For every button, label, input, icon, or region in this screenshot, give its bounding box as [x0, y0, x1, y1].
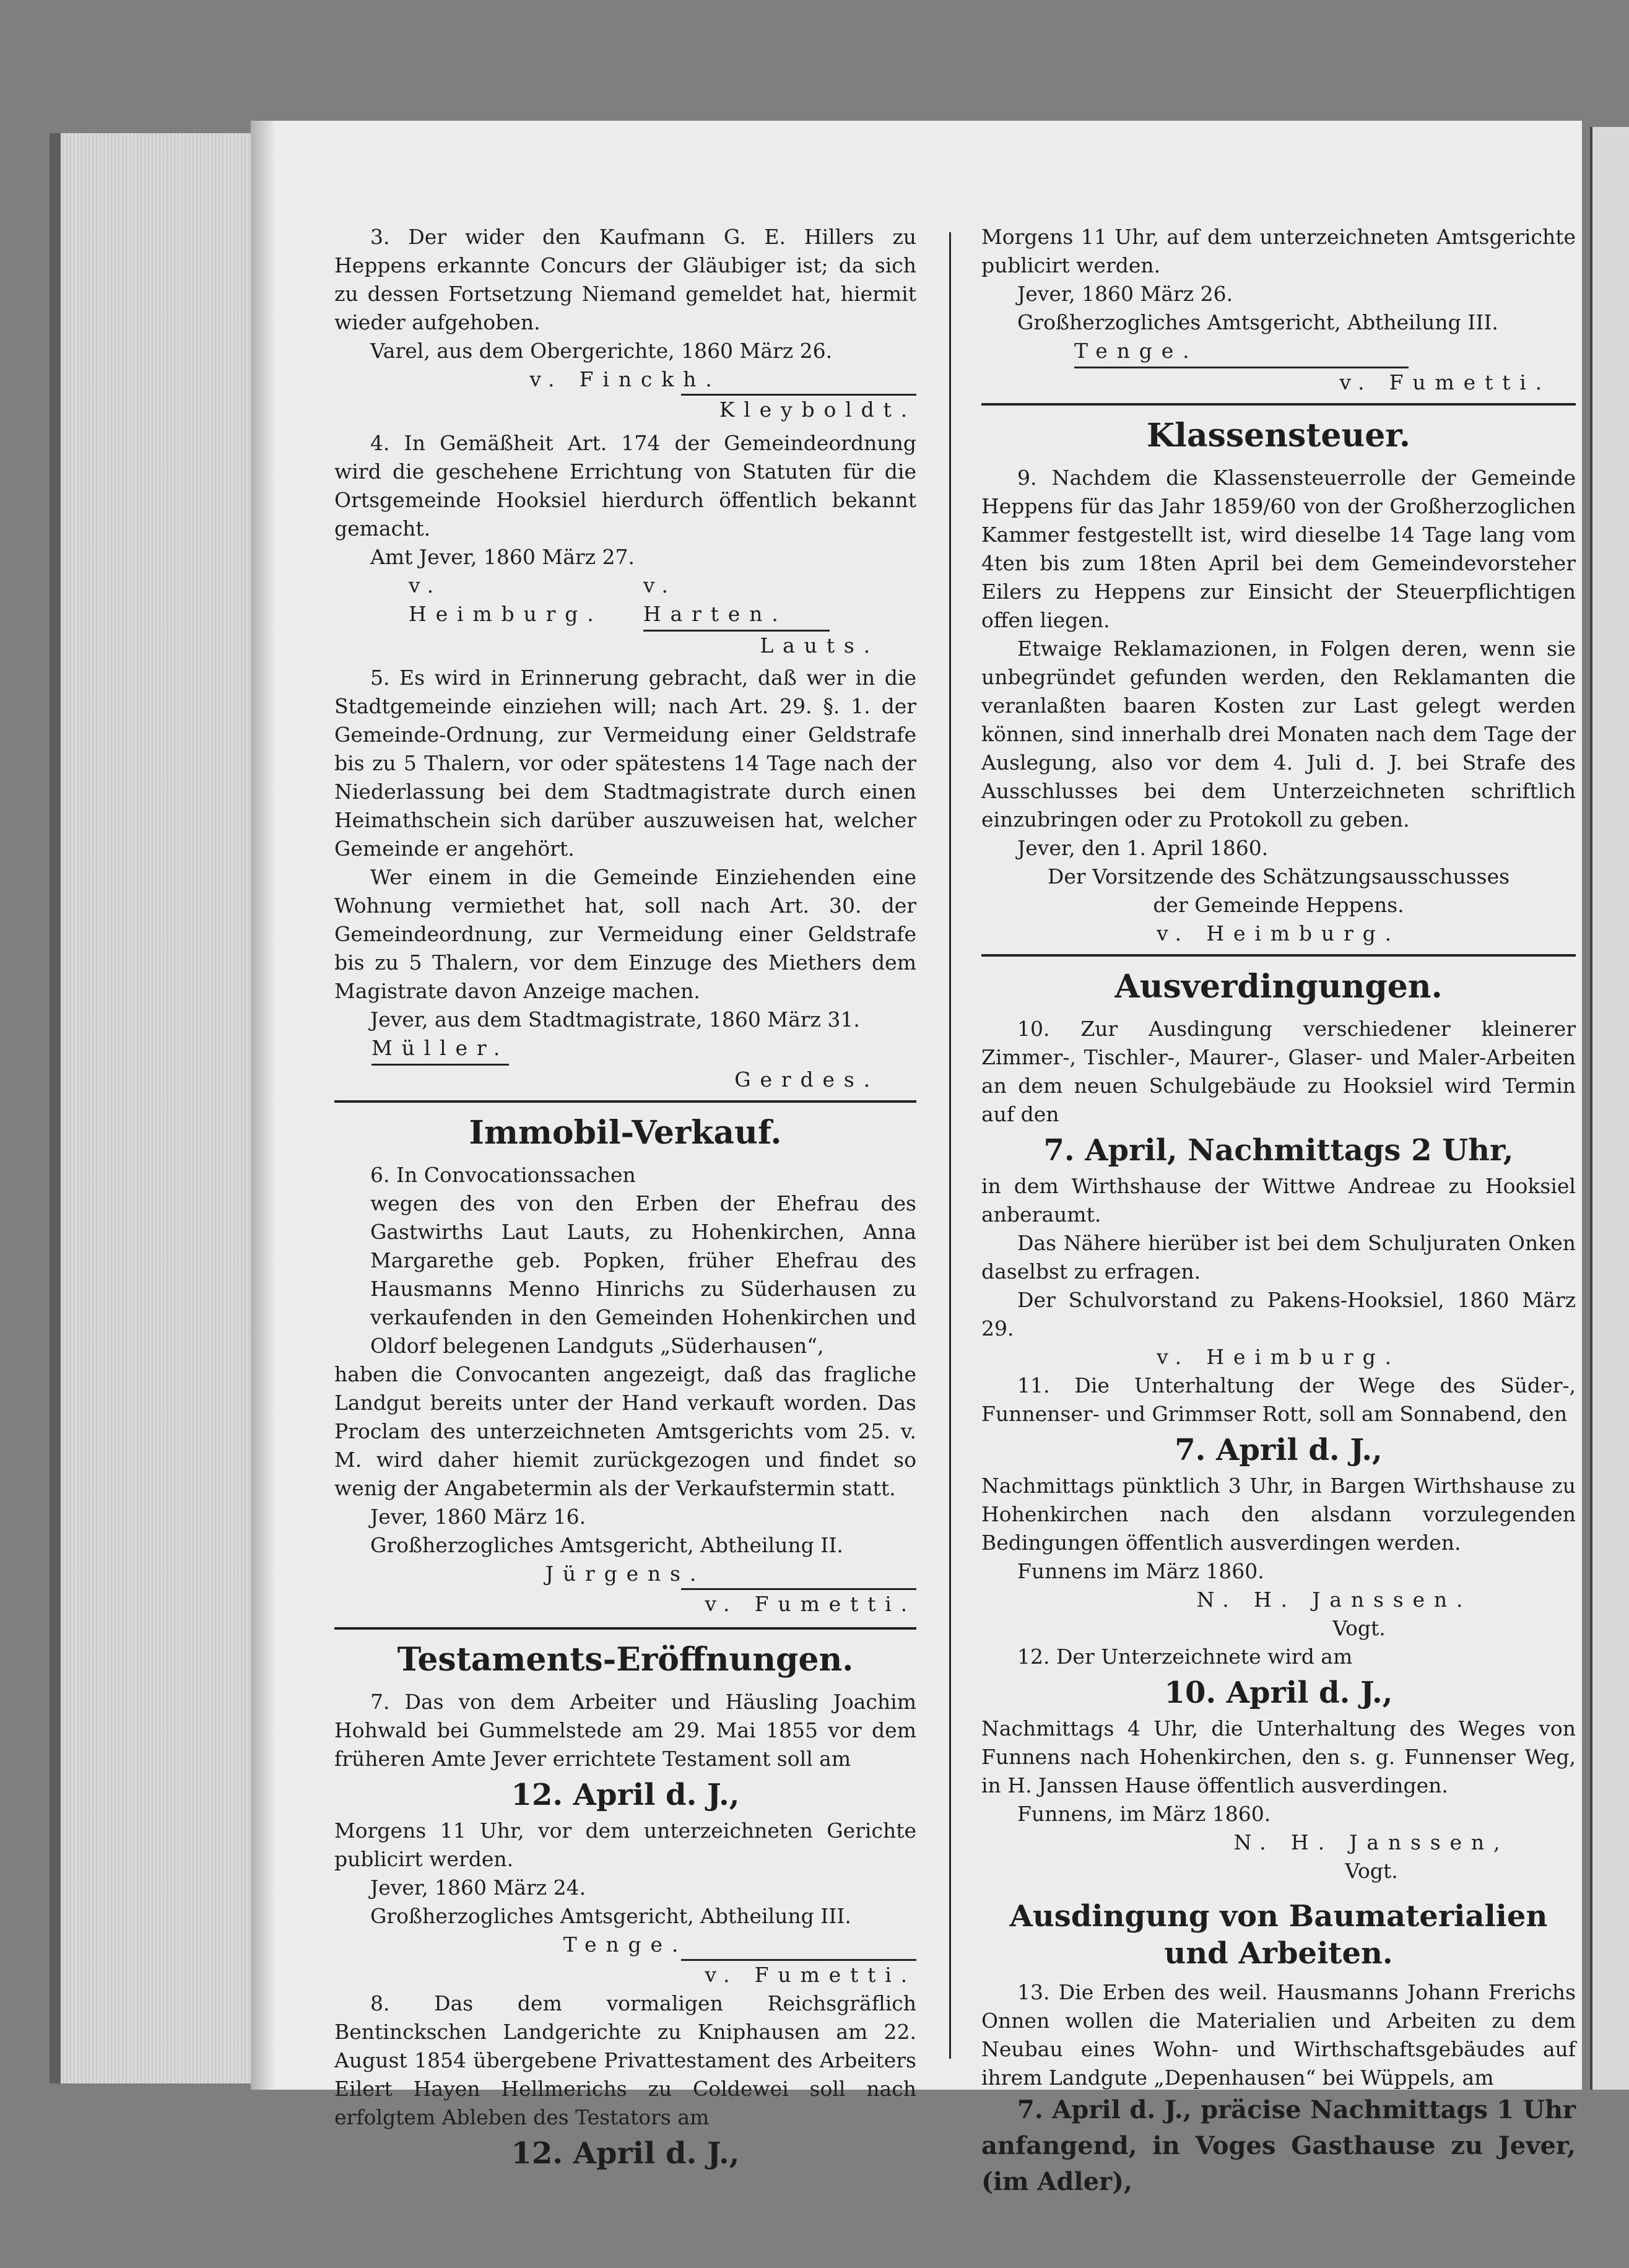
notice-4-text: 4. In Gemäßheit Art. 174 der Gemeindeordnung wird die geschehene Errichtung von Statuten für die Ortsgemeinde Hooksiel hierdurch öffentlich bekannt gemacht.: [334, 431, 916, 541]
notice-11-date: 7. April d. J.,: [1175, 1433, 1383, 1467]
next-page-edge: [1590, 127, 1629, 2090]
heading-line-2: und Arbeiten.: [1164, 1936, 1393, 1971]
notice-5-place: Jever, aus dem Stadtmagistrate, 1860 März 31.: [370, 1007, 860, 1032]
notice-4-signature-2: v. Harten.: [643, 571, 830, 632]
notice-6-intro: 6. In Convocationssachen: [370, 1163, 636, 1187]
notice-7-signature-1: Tenge.: [563, 1932, 688, 1957]
continued-place: Jever, 1860 März 26.: [1017, 282, 1233, 306]
notice-5-signature-1: Müller.: [371, 1034, 509, 1066]
notice-11-text-2: Nachmittags pünktlich 3 Uhr, in Bargen Wirthshause zu Hohenkirchen nach den alsdann vorzulegenden Bedingungen öffentlich ausverdingen werden.: [981, 1474, 1576, 1555]
section-heading-baumaterialien: [981, 1898, 1576, 1972]
column-divider: [949, 232, 951, 2059]
notice-10-text: 10. Zur Ausdingung verschiedener kleinerer Zimmer-, Tischler-, Maurer-, Glaser- und Maler-Arbeiten an dem neuen Schulgebäude zu Hooksiel wird Termin auf den: [981, 1017, 1576, 1126]
section-heading-klassensteuer: Klassensteuer.: [1146, 417, 1411, 454]
notice-11-signature-2: Vogt.: [1332, 1616, 1386, 1640]
notice-6-signature-2: v. Fumetti.: [705, 1592, 916, 1616]
notice-8-text: 8. Das dem vormaligen Reichsgräflich Bentinckschen Landgerichte zu Kniphausen am 22. August 1854 übergebene Privattestament des Arbeiters Eilert Hayen Hellmerichs zu Coldewei soll nach erfolgtem Ableben des Testators am: [334, 1991, 916, 2129]
notice-6-text-1: wegen des von den Erben der Ehefrau des Gastwirths Laut Lauts, zu Hohenkirchen, Anna Margarethe geb. Popken, früher Ehefrau des Hausmanns Menno Hinrichs zu Süderhausen zu verkaufenden in den Gemeinden Hohenkirchen und Oldorf belegenen Landguts „Süderhausen“,: [370, 1191, 916, 1358]
section-heading-immobil: Immobil-Verkauf.: [469, 1114, 782, 1152]
notice-10-text-4: Der Schulvorstand zu Pakens-Hooksiel, 1860 März 29.: [981, 1288, 1576, 1340]
notice-11-signature-1: N. H. Janssen.: [1196, 1588, 1472, 1612]
notice-5-text-1: 5. Es wird in Erinnerung gebracht, daß wer in die Stadtgemeinde einziehen will; nach Art. 29. §. 1. der Gemeinde-Ordnung, zur Vermeidung einer Geldstrafe bis zu 5 Thalern, vor oder spätestens 14 Tage nach der Niederlassung bei dem Stadtmagistrate durch einen Heimathschein sich darüber auszuweisen hat, welcher Gemeinde er angehört.: [334, 666, 916, 861]
continued-signature-2: v. Fumetti.: [1339, 370, 1551, 394]
notice-12-text: 12. Der Unterzeichnete wird am: [1017, 1645, 1353, 1669]
notice-7-text-2: Morgens 11 Uhr, vor dem unterzeichneten Gerichte publicirt werden.: [334, 1818, 916, 1871]
notice-13-text: 13. Die Erben des weil. Hausmanns Johann Frerichs Onnen wollen die Materialien und Arbeiten zu dem Neubau eines Wohn- und Wirthschaftsgebäudes auf ihrem Landgute „Depenhausen“ bei Wüppels, am: [981, 1980, 1576, 2090]
notice-5-text-2: Wer einem in die Gemeinde Einziehenden eine Wohnung vermiethet hat, soll nach Art. 30. der Gemeindeordnung, zur Vermeidung einer Geldstrafe bis zu 5 Thalern, vor dem Einzuge des Miethers dem Magistrate davon Anzeige machen.: [334, 865, 916, 1003]
notice-5-signatures: [334, 1034, 916, 1066]
notice-9-signer-line-1: Der Vorsitzende des Schätzungsausschusses: [1047, 864, 1510, 889]
section-heading-ausverdingungen: Ausverdingungen.: [1114, 968, 1443, 1006]
notice-3-signature-1: v. Finckh.: [529, 367, 721, 391]
notice-6-text-2: haben die Convocanten angezeigt, daß das fragliche Landgut bereits unter der Hand verkauft worden. Das Proclam des unterzeichneten Amtsgerichts vom 25. v. M. wird daher hiemit zurückgezogen und findet so wenig der Angabetermin als der Verkaufstermin statt.: [334, 1362, 916, 1500]
notice-9-text-1: 9. Nachdem die Klassensteuerrolle der Gemeinde Heppens für das Jahr 1859/60 von der Großherzoglichen Kammer festgestellt ist, wird dieselbe 14 Tage lang vom 4ten bis zum 18ten April bei dem Gemeindevorsteher Eilers zu Heppens zur Einsicht der Steuerpflichtigen offen liegen.: [981, 466, 1576, 632]
notice-4-signature-3: Lauts.: [760, 633, 879, 658]
notice-12-date: 10. April d. J.,: [1164, 1675, 1393, 1710]
continued-court: Großherzogliches Amtsgericht, Abtheilung III.: [1017, 310, 1498, 334]
notice-9-text-2: Etwaige Reklamazionen, in Folgen deren, wenn sie unbegründet gefunden werden, den Reklamanten die veranlaßten baaren Kosten zur Last gelegt werden können, sind innerhalb drei Monaten nach dem Tage der Auslegung, also vor dem 4. Juli d. J. bei Strafe des Ausschlusses bei dem Unterzeichneten schriftlich einzubringen oder zu Protokoll zu geben.: [981, 637, 1576, 832]
notice-11-place: Funnens im März 1860.: [1017, 1559, 1264, 1583]
notice-7-signature-2: v. Fumetti.: [705, 1963, 916, 1987]
notice-10-text-2: in dem Wirthshause der Wittwe Andreae zu Hooksiel anberaumt.: [981, 1174, 1576, 1227]
notice-7-place: Jever, 1860 März 24.: [370, 1875, 586, 1900]
section-rule: [334, 1627, 916, 1630]
notice-6-place: Jever, 1860 März 16.: [370, 1505, 586, 1529]
notice-3-signature-2: Kleyboldt.: [719, 398, 916, 422]
book-page-edges: [50, 133, 265, 2083]
spine-shadow: [251, 121, 276, 2090]
notice-11-text: 11. Die Unterhaltung der Wege des Süder-, Funnenser- und Grimmser Rott, soll am Sonnabend, den: [981, 1373, 1576, 1426]
notice-7-court: Großherzogliches Amtsgericht, Abtheilung III.: [370, 1904, 851, 1928]
continued-signature-1: Tenge.: [1074, 337, 1409, 368]
notice-12-signature-1: N. H. Janssen,: [1233, 1830, 1510, 1854]
notice-7-text: 7. Das von dem Arbeiter und Häusling Joachim Hohwald bei Gummelstede am 29. Mai 1855 vor dem früheren Amte Jever errichtete Testament soll am: [334, 1690, 916, 1771]
notice-6-court: Großherzogliches Amtsgericht, Abtheilung II.: [370, 1533, 843, 1557]
right-column: [981, 223, 1576, 2200]
section-heading-testament: Testaments-Eröffnungen.: [397, 1641, 854, 1679]
continued-signatures: [981, 337, 1576, 368]
notice-12-place: Funnens, im März 1860.: [1017, 1802, 1271, 1826]
notice-5-signature-2: Gerdes.: [734, 1067, 879, 1092]
notice-3-place: Varel, aus dem Obergerichte, 1860 März 26.: [370, 339, 833, 363]
notice-6-signature-1: Jürgens.: [545, 1562, 706, 1586]
notice-10-signature: v. Heimburg.: [1157, 1345, 1401, 1369]
notice-12-text-2: Nachmittags 4 Uhr, die Unterhaltung des Weges von Funnens nach Hohenkirchen, den s. g. Funnenser Weg, in H. Janssen Hause öffentlich ausverdingen.: [981, 1716, 1576, 1797]
notice-10-date: 7. April, Nachmittags 2 Uhr,: [1043, 1133, 1514, 1168]
left-column: [334, 223, 916, 2175]
notice-7-date: 12. April d. J.,: [511, 1778, 740, 1812]
notice-4-place: Amt Jever, 1860 März 27.: [370, 545, 635, 569]
notice-9-signer-line-2: der Gemeinde Heppens.: [1153, 893, 1404, 917]
section-rule: [981, 403, 1576, 406]
notice-4-signature-1: v. Heimburg.: [409, 573, 603, 626]
heading-line-1: Ausdingung von Baumaterialien: [1009, 1899, 1548, 1934]
notice-3-text: 3. Der wider den Kaufmann G. E. Hillers zu Heppens erkannte Concurs der Gläubiger ist; da sich zu dessen Fortsetzung Niemand gemeldet hat, hiermit wieder aufgehoben.: [334, 225, 916, 334]
continued-text: Morgens 11 Uhr, auf dem unterzeichneten Amtsgerichte publicirt werden.: [981, 225, 1576, 277]
notice-10-text-3: Das Nähere hierüber ist bei dem Schuljuraten Onken daselbst zu erfragen.: [981, 1231, 1576, 1284]
notice-9-signature: v. Heimburg.: [1157, 921, 1401, 945]
notice-4-signatures: [334, 571, 916, 632]
section-rule: [334, 1100, 916, 1103]
notice-12-signature-2: Vogt.: [1345, 1859, 1398, 1883]
section-rule: [981, 954, 1576, 957]
notice-8-date: 12. April d. J.,: [511, 2136, 740, 2171]
notice-9-place: Jever, den 1. April 1860.: [1017, 836, 1269, 860]
notice-13-bold-date: 7. April d. J., präcise Nachmittags 1 Uhr anfangend, in Voges Gasthause zu Jever, (im Adler),: [981, 2095, 1576, 2196]
